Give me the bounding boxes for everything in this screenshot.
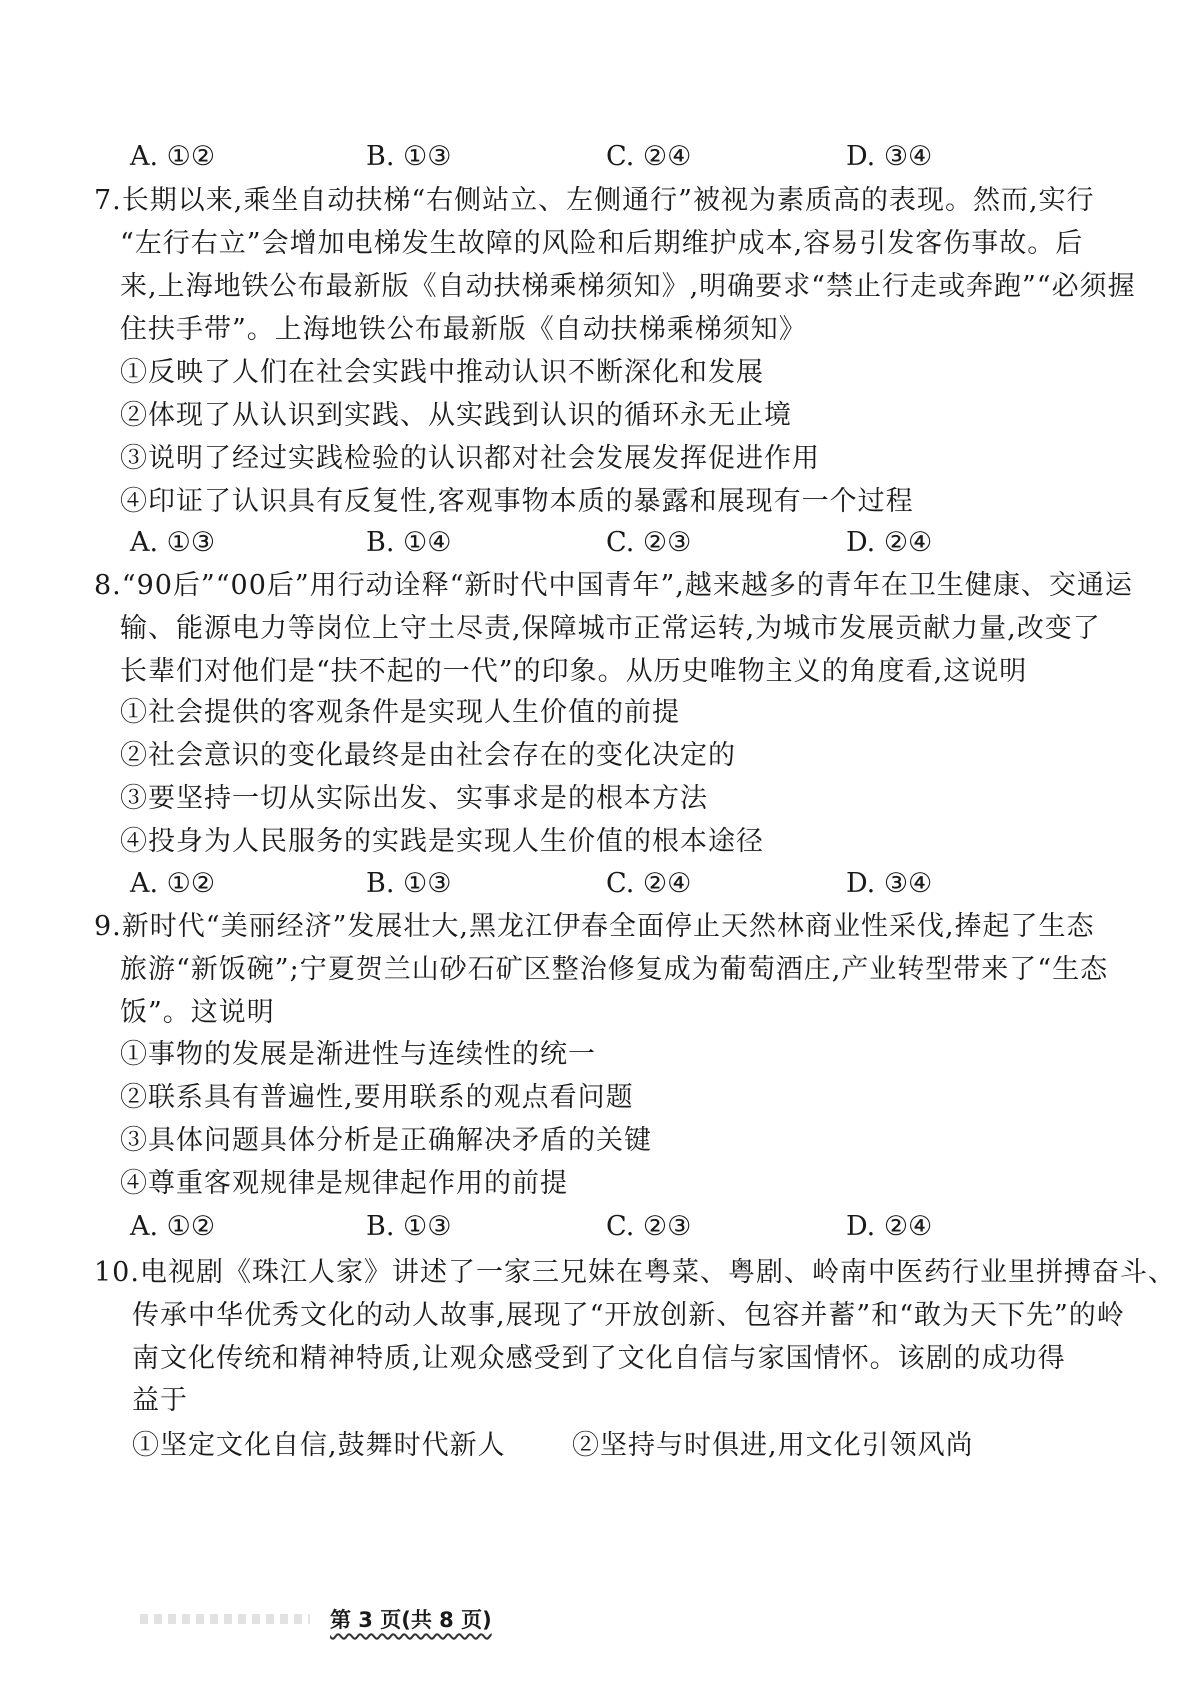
q10-stem-line: 10.电视剧《珠江人家》讲述了一家三兄妹在粤菜、粤剧、岭南中医药行业里拼搏奋斗、 [94,1257,1176,1288]
q8-option-b: B. ①③ [366,868,452,899]
q8-item-1: ①社会提供的客观条件是实现人生价值的前提 [120,697,680,728]
q8-item-3: ③要坚持一切从实际出发、实事求是的根本方法 [120,783,708,814]
page-number: 第 3 页(共 8 页) [330,1608,492,1632]
q6-option-c: C. ②④ [606,141,692,172]
q9-option-a: A. ①② [130,1211,216,1242]
q8-stem-line: 输、能源电力等岗位上守土尽责,保障城市正常运转,为城市发展贡献力量,改变了 [120,613,1101,644]
scan-smudge [140,1614,310,1624]
q8-option-c: C. ②④ [606,868,692,899]
q8-options [130,861,1030,907]
q6-option-a: A. ①② [130,141,216,172]
q8-item-2: ②社会意识的变化最终是由社会存在的变化决定的 [120,740,736,771]
q7-stem-line: 住扶手带”。上海地铁公布最新版《自动扶梯乘梯须知》 [120,314,807,345]
q9-options [130,1204,1030,1250]
q7-item-1: ①反映了人们在社会实践中推动认识不断深化和发展 [120,357,764,388]
q10-item-1: ①坚定文化自信,鼓舞时代新人 [132,1430,506,1461]
q10-stem-line: 益于 [132,1385,188,1416]
q7-option-b: B. ①④ [366,527,452,558]
q10-stem-line: 南文化传统和精神特质,让观众感受到了文化自信与家国情怀。该剧的成功得 [132,1343,1066,1374]
q9-stem-line: 饭”。这说明 [120,997,275,1028]
q8-option-a: A. ①② [130,868,216,899]
q7-stem-line: 7.长期以来,乘坐自动扶梯“右侧站立、左侧通行”被视为素质高的表现。然而,实行 [94,185,1095,216]
q9-stem-line: 9.新时代“美丽经济”发展壮大,黑龙江伊春全面停止天然林商业性采伐,捧起了生态 [94,911,1095,942]
q7-stem-line: 来,上海地铁公布最新版《自动扶梯乘梯须知》,明确要求“禁止行走或奔跑”“必须握 [120,271,1136,302]
q9-item-2: ②联系具有普遍性,要用联系的观点看问题 [120,1082,634,1113]
q7-stem-line: “左行右立”会增加电梯发生故障的风险和后期维护成本,容易引发客伤事故。后 [120,228,1084,259]
q7-option-a: A. ①③ [130,527,216,558]
q9-option-c: C. ②③ [606,1211,692,1242]
q8-option-d: D. ③④ [846,868,933,899]
q9-stem-line: 旅游“新饭碗”;宁夏贺兰山砂石矿区整治修复成为葡萄酒庄,产业转型带来了“生态 [120,954,1109,985]
q9-item-3: ③具体问题具体分析是正确解决矛盾的关键 [120,1125,652,1156]
q9-item-4: ④尊重客观规律是规律起作用的前提 [120,1168,568,1199]
q7-item-4: ④印证了认识具有反复性,客观事物本质的暴露和展现有一个过程 [120,486,914,517]
q10-item-2: ②坚持与时俱进,用文化引领风尚 [572,1430,974,1461]
q8-stem-line: 8.“90后”“00后”用行动诠释“新时代中国青年”,越来越多的青年在卫生健康、交通运 [94,570,1133,601]
q6-options [130,134,1030,180]
q9-option-d: D. ②④ [846,1211,933,1242]
q7-options [130,520,1030,566]
q6-option-b: B. ①③ [366,141,452,172]
q9-item-1: ①事物的发展是渐进性与连续性的统一 [120,1039,596,1070]
q8-stem-line: 长辈们对他们是“扶不起的一代”的印象。从历史唯物主义的角度看,这说明 [120,656,1028,687]
q7-option-c: C. ②③ [606,527,692,558]
q10-stem-line: 传承中华优秀文化的动人故事,展现了“开放创新、包容并蓄”和“敢为天下先”的岭 [132,1300,1125,1331]
q7-option-d: D. ②④ [846,527,933,558]
q9-option-b: B. ①③ [366,1211,452,1242]
q7-item-3: ③说明了经过实践检验的认识都对社会发展发挥促进作用 [120,443,820,474]
q8-item-4: ④投身为人民服务的实践是实现人生价值的根本途径 [120,826,764,857]
q7-item-2: ②体现了从认识到实践、从实践到认识的循环永无止境 [120,400,792,431]
q6-option-d: D. ③④ [846,141,933,172]
